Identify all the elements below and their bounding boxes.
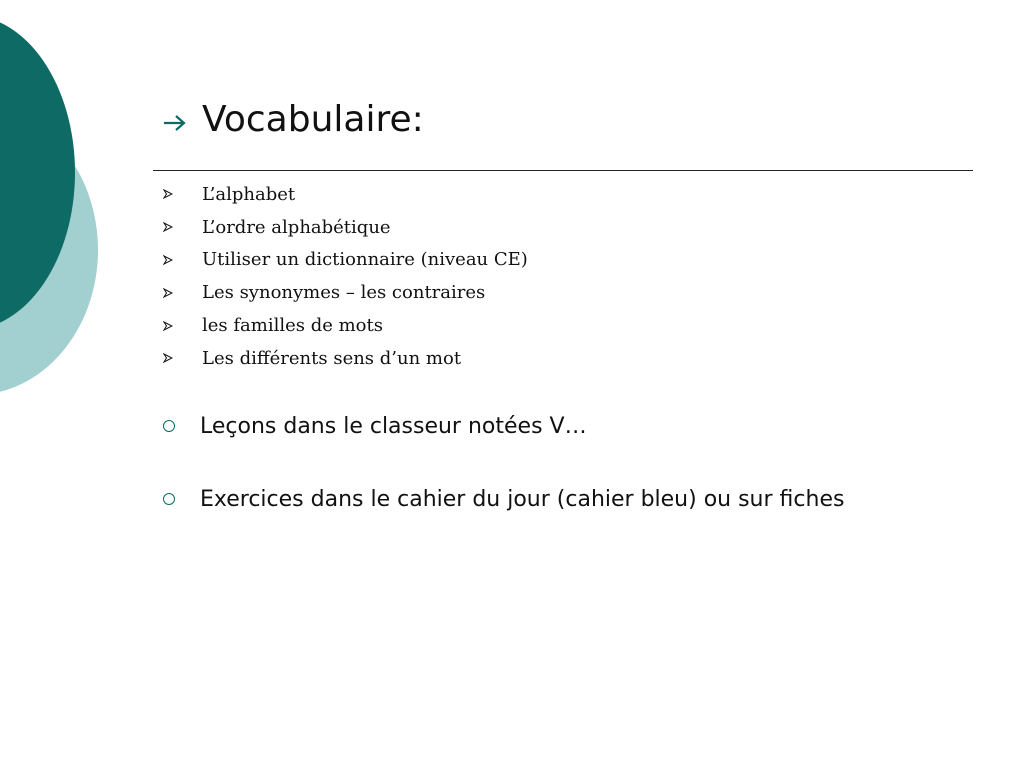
list-item	[163, 211, 528, 244]
list-item-label: Les synonymes – les contraires	[202, 282, 486, 304]
main-bullet-label: Leçons dans le classeur notées V…	[200, 413, 587, 439]
chevron-arrow-icon	[163, 189, 173, 199]
list-item	[163, 178, 528, 211]
chevron-arrow-icon	[163, 288, 173, 298]
ring-icon	[163, 420, 175, 432]
vocabulary-topic-list	[163, 178, 528, 375]
list-item-label: L’alphabet	[202, 183, 296, 205]
chevron-arrow-icon	[163, 321, 173, 331]
arrow-right-icon	[162, 113, 188, 133]
list-item	[163, 244, 528, 277]
ring-icon	[163, 493, 175, 505]
main-bullet-label: Exercices dans le cahier du jour (cahier bleu) ou sur fiches	[200, 486, 845, 512]
list-item	[163, 342, 528, 375]
list-item	[163, 276, 528, 309]
slide-title-row	[162, 90, 424, 150]
chevron-arrow-icon	[163, 255, 173, 265]
list-item-label: Les différents sens d’un mot	[202, 347, 462, 369]
list-item-label: les familles de mots	[202, 315, 383, 337]
title-divider	[153, 170, 973, 171]
main-bullet-lessons	[163, 408, 587, 444]
main-bullet-exercises	[163, 481, 844, 517]
list-item-label: Utiliser un dictionnaire (niveau CE)	[202, 249, 528, 271]
chevron-arrow-icon	[163, 353, 173, 363]
slide-title: Vocabulaire:	[202, 99, 424, 140]
chevron-arrow-icon	[163, 222, 173, 232]
list-item-label: L’ordre alphabétique	[202, 216, 391, 238]
list-item	[163, 309, 528, 342]
